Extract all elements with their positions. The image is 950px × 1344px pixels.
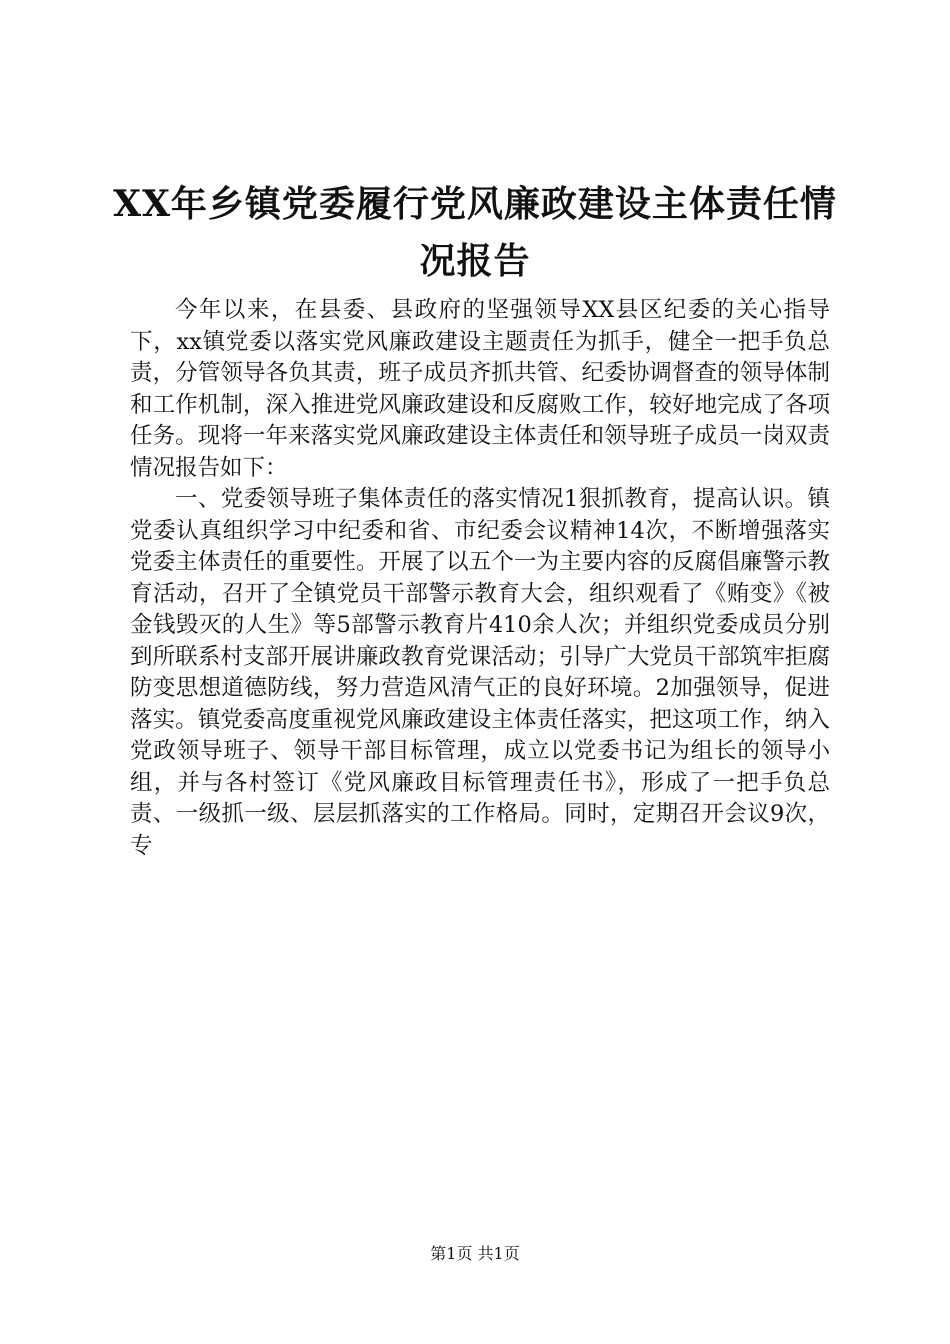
page-footer: 第1页 共1页 bbox=[430, 1244, 520, 1263]
document-body bbox=[130, 295, 830, 862]
document-title: XX年乡镇党委履行党风廉政建设主体责任情况报告 bbox=[113, 183, 837, 282]
paragraph-section-one: 一、党委领导班子集体责任的落实情况1狠抓教育，提高认识。镇党委认真组织学习中纪委和省、市纪委会议精神14次，不断增强落实党委主体责任的重要性。开展了以五个一为主要内容的反腐倡廉警示教育活动，召开了全镇党员干部警示教育大会，组织观看了《贿变》《被金钱毁灭的人生》等5部警示教育片410余人次；并组织党委成员分别到所联系村支部开展讲廉政教育党课活动；引导广大党员干部筑牢拒腐防变思想道德防线，努力营造风清气正的良好环境。2加强领导，促进落实。镇党委高度重视党风廉政建设主体责任落实，把这项工作，纳入党政领导班子、领导干部目标管理，成立以党委书记为组长的领导小组，并与各村签订《党风廉政目标管理责任书》，形成了一把手负总责、一级抓一级、层层抓落实的工作格局。同时，定期召开会议9次，专 bbox=[130, 486, 830, 859]
paragraph-intro: 今年以来，在县委、县政府的坚强领导XX县区纪委的关心指导下，xx镇党委以落实党风廉政建设主题责任为抓手，健全一把手负总责，分管领导各负其责，班子成员齐抓共管、纪委协调督查的领导体制和工作机制，深入推进党风廉政建设和反腐败工作，较好地完成了各项任务。现将一年来落实党风廉政建设主体责任和领导班子成员一岗双责情况报告如下： bbox=[130, 297, 830, 481]
